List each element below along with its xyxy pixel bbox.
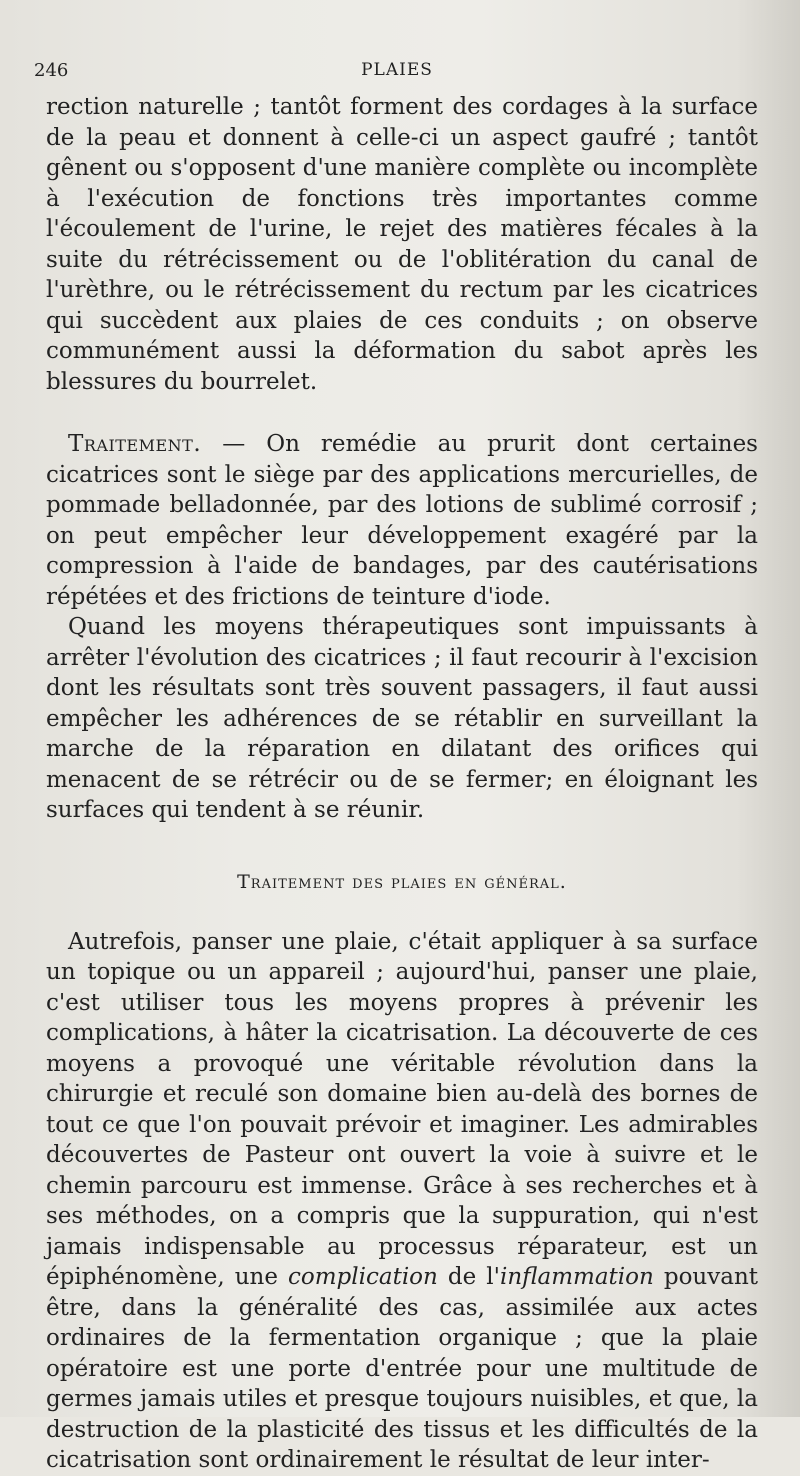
running-title: PLAIES [361,60,433,80]
section-heading: Traitement des plaies en général. [237,870,567,893]
page-number: 246 [34,60,69,81]
paragraph-continuation: rection naturelle ; tantôt forment des cordages à la surface de la peau et donnent à celle-ci un aspect gaufré ; tantôt gênent ou s'opposent d'une manière complète ou incomplète à l'exécution de fonctions très importantes comme l'écoulement de l'urine, le rejet des matières fécales à la suite du rétrécissement ou de l'oblitération du canal de l'urèthre, ou le rétrécissement du rectum par les cicatrices qui succèdent aux plaies de ces conduits ; on observe communément aussi la déformation du sabot après les blessures du bourrelet. [46,94,758,395]
paragraph-autrefois [46,927,758,1476]
autrefois-emph-inflammation: inflammation [499,1264,654,1290]
autrefois-part1: Autrefois, panser une plaie, c'était appliquer à sa surface un topique ou un appareil ; aujourd'hui, panser une plaie, c'est utiliser tous les moyens propres à prévenir les complications, à hâter la cicatrisation. La découverte de ces moyens a provoqué une véritable révolution dans la chirurgie et reculé son domaine bien au-delà des bornes de tout ce que l'on pouvait prévoir et imaginer. Les admirables découvertes de Pasteur ont ouvert la voie à suivre et le chemin parcouru est immense. Grâce à ses recherches et à ses méthodes, on a compris que la suppuration, qui n'est jamais indispensable au processus réparateur, est un épiphénomène, une [46,928,758,1290]
paragraph-cicatrices: Quand les moyens thérapeutiques sont impuissants à arrêter l'évolution des cicatrices ; il faut recourir à l'excision dont les résultats sont très souvent passagers, il faut aussi empêcher les adhérences de se rétablir en surveillant la marche de la réparation en dilatant des orifices qui menacent de se rétrécir ou de se fermer; en éloignant les surfaces qui tendent à se réunir. [46,614,758,823]
autrefois-part2: de l' [437,1264,500,1290]
autrefois-emph-complication: complication [288,1264,438,1290]
autrefois-part3: pouvant être, dans la généralité des cas, assimilée aux actes ordinaires de la fermentation organique ; que la plaie opératoire est une porte d'entrée pour une multitude de germes jamais utiles et presque toujours nuisibles, et que, la destruction de la plasticité des tissus et les difficultés de la cicatrisation sont ordinairement le résultat de leur inter- [46,1264,758,1473]
page-header [34,60,760,86]
paragraph-traitement [46,429,758,612]
page-body [46,92,758,1476]
traitement-lead: Traitement. [68,431,202,457]
traitement-text: — On remédie au prurit dont certaines cicatrices sont le siège par des applications mercurielles, de pommade belladonnée, par des lotions de sublimé corrosif ; on peut empêcher leur développement exagéré par la compression à l'aide de bandages, par des cautérisations répétées et des frictions de teinture d'iode. [46,431,758,610]
